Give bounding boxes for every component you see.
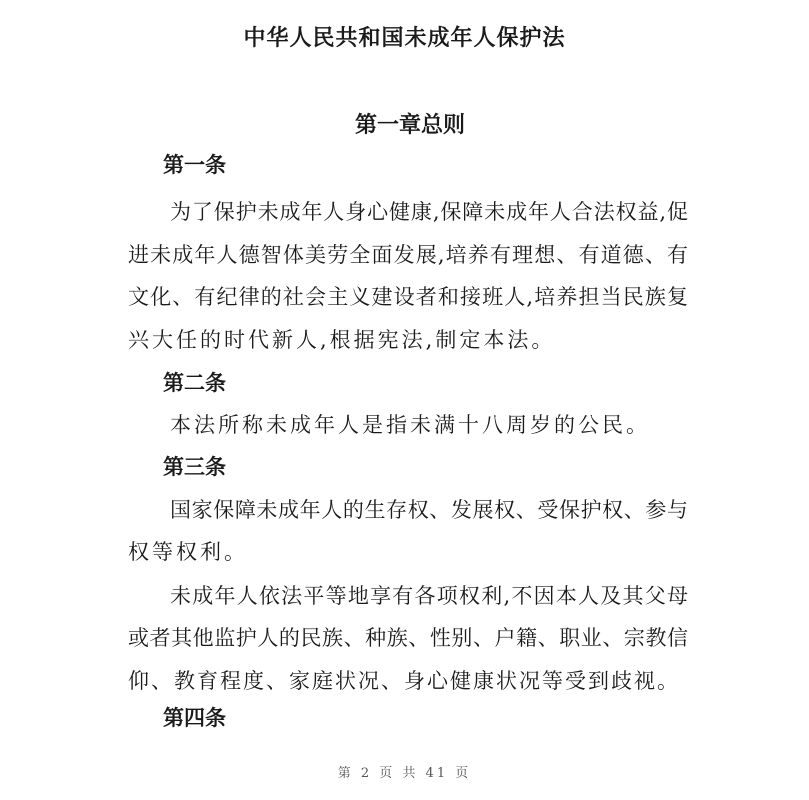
paragraph-line: 或者其他监护人的民族、种族、性别、户籍、职业、宗教信 xyxy=(128,626,688,650)
article-heading: 第二条 xyxy=(163,370,226,395)
paragraph-line: 仰、教育程度、家庭状况、身心健康状况等受到歧视。 xyxy=(128,669,678,693)
paragraph-line: 权等权利。 xyxy=(128,540,248,564)
article-heading: 第三条 xyxy=(163,454,226,479)
article-heading: 第一条 xyxy=(163,152,226,177)
chapter-heading: 第一章总则 xyxy=(354,112,465,138)
article-heading: 第四条 xyxy=(163,705,226,730)
paragraph-line: 未成年人依法平等地享有各项权利,不因本人及其父母 xyxy=(170,584,688,608)
document-title: 中华人民共和国未成年人保护法 xyxy=(243,25,566,51)
paragraph-line: 国家保障未成年人的生存权、发展权、受保护权、参与 xyxy=(170,498,688,522)
paragraph-line: 文化、有纪律的社会主义建设者和接班人,培养担当民族复 xyxy=(128,285,688,309)
page-footer: 第 2 页 共 41 页 xyxy=(337,766,472,781)
paragraph-line: 兴大任的时代新人,根据宪法,制定本法。 xyxy=(128,328,556,352)
paragraph-line: 为了保护未成年人身心健康,保障未成年人合法权益,促 xyxy=(170,200,688,224)
paragraph-line: 本法所称未成年人是指未满十八周岁的公民。 xyxy=(170,413,650,437)
paragraph-line: 进未成年人德智体美劳全面发展,培养有理想、有道德、有 xyxy=(128,243,688,267)
